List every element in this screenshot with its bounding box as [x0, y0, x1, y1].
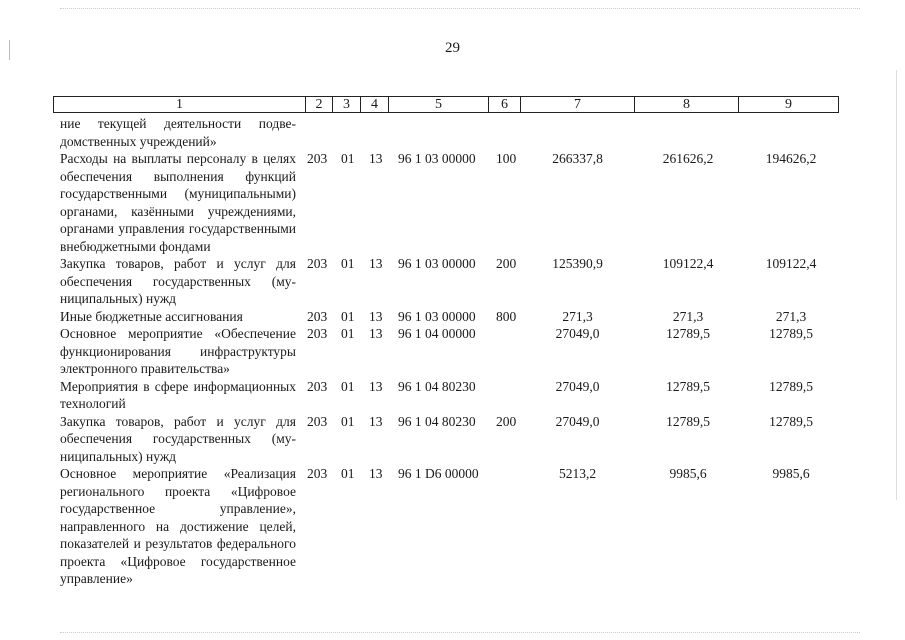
- row-amount-col9: 12789,5: [769, 378, 813, 394]
- row-amount-col8: 12789,5: [666, 378, 710, 394]
- table-row: [0, 115, 905, 150]
- row-amount-col7: 27049,0: [555, 378, 600, 394]
- row-expense-type: 100: [496, 151, 517, 166]
- row-amount-col9: 109122,4: [765, 256, 817, 271]
- row-target-article: 96 1 D6 00000: [398, 466, 479, 481]
- header-col-6: 6: [489, 97, 521, 112]
- table-body: [0, 115, 905, 588]
- row-ministry-code: 203: [307, 326, 328, 341]
- row-target-article: 96 1 03 00000: [398, 256, 476, 271]
- row-expense-type: 200: [496, 256, 517, 271]
- row-target-article: 96 1 03 00000: [398, 151, 476, 166]
- row-subsection: 13: [369, 326, 383, 341]
- row-section: 01: [341, 413, 355, 429]
- row-amount-col9: 12789,5: [769, 326, 813, 341]
- header-col-5: 5: [389, 97, 489, 112]
- row-section: 01: [341, 308, 355, 324]
- row-name: Мероприятия в сфере информационных технологий: [60, 378, 296, 411]
- row-amount-col8: 9985,6: [669, 466, 707, 481]
- row-target-article: 96 1 04 00000: [398, 326, 476, 341]
- row-name: ние текущей деятельности подведомственных учреждений»: [60, 116, 296, 149]
- row-subsection: 13: [369, 151, 383, 166]
- row-section: 01: [341, 378, 355, 394]
- table-header-row: [53, 96, 839, 113]
- row-target-article: 96 1 04 80230: [398, 378, 476, 394]
- row-amount-col8: 109122,4: [662, 256, 714, 271]
- table-row: [0, 308, 905, 326]
- table-row: [0, 413, 905, 466]
- row-amount-col8: 271,3: [672, 308, 704, 324]
- row-amount-col8: 12789,5: [666, 326, 710, 341]
- row-subsection: 13: [369, 413, 383, 429]
- row-target-article: 96 1 04 80230: [398, 413, 476, 429]
- scan-edge-top: [60, 8, 860, 10]
- row-subsection: 13: [369, 256, 383, 271]
- row-subsection: 13: [369, 378, 383, 394]
- row-section: 01: [341, 326, 355, 341]
- row-name: Закупка товаров, работ и услуг для обеспечения государственных (муниципальных) нужд: [60, 256, 296, 306]
- row-ministry-code: 203: [307, 308, 328, 324]
- header-col-4: 4: [361, 97, 389, 112]
- header-col-2: 2: [306, 97, 333, 112]
- header-col-3: 3: [333, 97, 361, 112]
- row-amount-col9: 9985,6: [772, 466, 810, 481]
- row-amount-col7: 125390,9: [552, 256, 603, 271]
- table-row: [0, 378, 905, 413]
- row-amount-col9: 271,3: [775, 308, 807, 324]
- scan-edge-bottom: [60, 632, 860, 634]
- header-col-7: 7: [521, 97, 635, 112]
- table-row: [0, 465, 905, 588]
- table-row: [0, 325, 905, 378]
- row-name: Закупка товаров, работ и услуг для обеспечения государственных (муниципальных) нужд: [60, 413, 296, 464]
- row-name: Расходы на выплаты персоналу в целях обеспечения выполнения функций государственными (муниципальными) органами, казёнными учреждениями, органами управления государственными внебюджетными фондами: [60, 151, 296, 254]
- row-subsection: 13: [369, 466, 383, 481]
- row-amount-col9: 194626,2: [765, 151, 817, 166]
- header-col-8: 8: [635, 97, 739, 112]
- row-name: Основное мероприятие «Обеспечение функционирования инфраструктуры электронного правительства»: [60, 326, 296, 376]
- page-number: 29: [445, 40, 460, 56]
- row-ministry-code: 203: [307, 256, 328, 271]
- row-amount-col9: 12789,5: [769, 413, 813, 429]
- header-col-9: 9: [785, 97, 792, 112]
- row-target-article: 96 1 03 00000: [398, 308, 476, 324]
- row-amount-col7: 27049,0: [555, 326, 600, 341]
- row-expense-type: 800: [496, 308, 517, 324]
- row-amount-col7: 266337,8: [552, 151, 603, 166]
- row-amount-col7: 27049,0: [555, 413, 600, 429]
- row-expense-type: 200: [496, 413, 517, 429]
- row-ministry-code: 203: [307, 466, 328, 481]
- header-col-1: 1: [54, 97, 306, 112]
- row-ministry-code: 203: [307, 413, 328, 429]
- table-row: [0, 150, 905, 255]
- row-amount-col7: 271,3: [562, 308, 593, 324]
- row-ministry-code: 203: [307, 378, 328, 394]
- row-amount-col8: 261626,2: [662, 151, 714, 166]
- table-row: [0, 255, 905, 308]
- row-section: 01: [341, 256, 355, 271]
- row-amount-col8: 12789,5: [666, 413, 710, 429]
- row-section: 01: [341, 466, 355, 481]
- row-ministry-code: 203: [307, 151, 328, 166]
- row-name: Основное мероприятие «Реализация регионального проекта «Цифровое государственное управление», направленного на достижение целей, показателей и результатов федерального проекта «Цифровое государственное управление»: [60, 466, 296, 586]
- row-section: 01: [341, 151, 355, 166]
- row-subsection: 13: [369, 308, 383, 324]
- row-amount-col7: 5213,2: [558, 466, 597, 481]
- row-name: Иные бюджетные ассигнования: [60, 308, 243, 324]
